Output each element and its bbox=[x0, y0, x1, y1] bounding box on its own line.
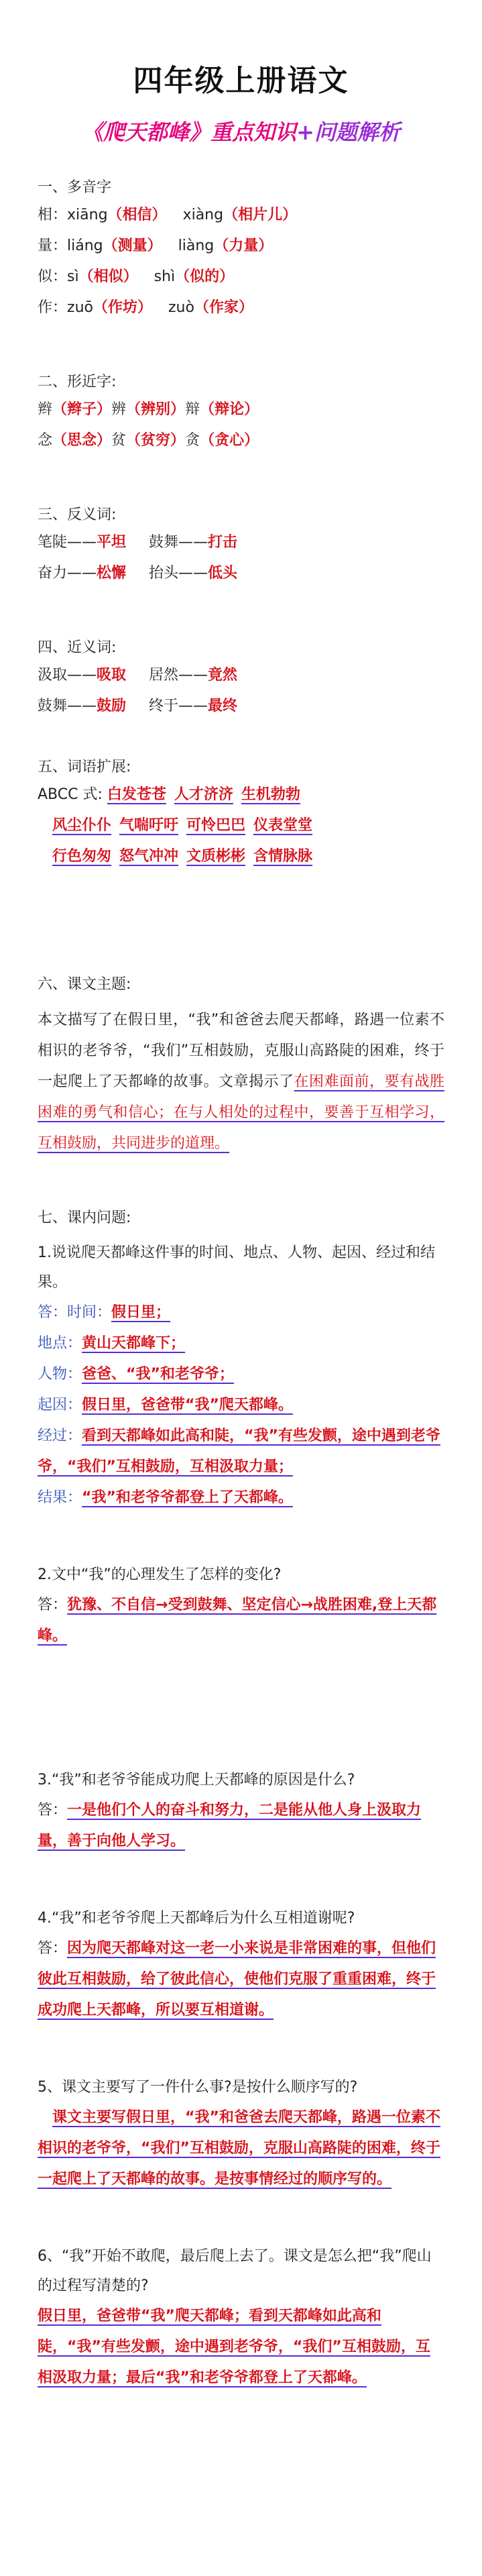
word: （作家） bbox=[194, 299, 253, 316]
word: （辫子） bbox=[52, 401, 112, 418]
pinyin: liáng bbox=[67, 237, 103, 254]
word-pair-row bbox=[38, 660, 444, 691]
term: 鼓舞—— bbox=[149, 534, 208, 551]
word: （辩论） bbox=[200, 401, 259, 418]
section-heading: 四、近义词: bbox=[38, 639, 117, 656]
reading-a bbox=[67, 200, 167, 231]
pinyin: liàng bbox=[178, 237, 215, 254]
answer-1-item bbox=[38, 1359, 444, 1390]
word: （贪心） bbox=[200, 432, 259, 449]
page-subtitle bbox=[38, 115, 444, 149]
answer-text: 假日里，爸爸带“我”爬天都峰；看到天都峰如此高和陡，“我”有些发颤，途中遇到老爷爷，“我们”互相鼓励，互相汲取力量；最后“我”和老爷爷都登上了天都峰。 bbox=[38, 2308, 430, 2386]
pair-a bbox=[38, 660, 126, 691]
answer-text: 看到天都峰如此高和陡，“我”有些发颤，途中遇到老爷爷，“我们”互相鼓励，互相汲取力量； bbox=[38, 1428, 440, 1475]
answer-label: 地点： bbox=[38, 1335, 82, 1352]
term: 终于—— bbox=[149, 698, 208, 714]
reading-a bbox=[67, 292, 152, 323]
answer-text: 犹豫、不自信→受到鼓舞、坚定信心→战胜困难,登上天都峰。 bbox=[38, 1597, 437, 1644]
word: 仪表堂堂 bbox=[253, 817, 313, 834]
answer-5 bbox=[38, 2102, 444, 2195]
word: （辨别） bbox=[126, 401, 186, 418]
similar-row bbox=[38, 425, 444, 456]
word: 白发苍苍 bbox=[107, 786, 166, 803]
answer-label: 答： bbox=[38, 1940, 68, 1957]
answer-label: 人物： bbox=[38, 1366, 82, 1383]
char: 贫 bbox=[111, 432, 127, 449]
answer-1-item bbox=[38, 1483, 444, 1513]
question-4: 4.“我”和老爷爷爬上天都峰后为什么互相道谢呢? bbox=[38, 1910, 355, 1927]
word: 风尘仆仆 bbox=[52, 817, 112, 834]
answer-label: 答：时间： bbox=[38, 1304, 112, 1321]
answer-2 bbox=[38, 1590, 444, 1652]
char: 作： bbox=[38, 299, 68, 316]
answer-1-item bbox=[38, 1421, 444, 1483]
pair-a bbox=[38, 558, 126, 589]
word: 生机勃勃 bbox=[241, 786, 300, 803]
reading-b bbox=[154, 262, 235, 292]
section-heading: 一、多音字 bbox=[38, 179, 112, 196]
pinyin: xiàng bbox=[182, 207, 224, 223]
match: 低头 bbox=[208, 565, 238, 582]
question-1: 1.说说爬天都峰这件事的时间、地点、人物、起因、经过和结果。 bbox=[38, 1244, 435, 1291]
word: 怒气冲冲 bbox=[119, 848, 179, 865]
section-questions bbox=[38, 1206, 444, 2394]
char: 念 bbox=[38, 432, 53, 449]
word: （思念） bbox=[52, 432, 112, 449]
answer-text: 爸爸、“我”和老爷爷； bbox=[82, 1366, 234, 1383]
answer-label: 起因： bbox=[38, 1397, 82, 1413]
reading-a bbox=[67, 262, 138, 292]
char: 贪 bbox=[185, 432, 200, 449]
subtitle-main: 《爬天都峰》重点知识 bbox=[82, 119, 297, 145]
reading-a bbox=[67, 231, 162, 262]
polyphonic-row bbox=[38, 262, 444, 292]
answer-3 bbox=[38, 1795, 444, 1857]
char: 辫 bbox=[38, 401, 53, 418]
reading-b bbox=[168, 292, 253, 323]
word: （力量） bbox=[214, 237, 274, 254]
word: 气喘吁吁 bbox=[119, 817, 179, 834]
pair-b bbox=[149, 527, 237, 558]
section-heading: 五、词语扩展: bbox=[38, 759, 131, 775]
term: 抬头—— bbox=[149, 565, 208, 582]
answer-6 bbox=[38, 2301, 444, 2394]
answer-4 bbox=[38, 1933, 444, 2026]
answer-1-item bbox=[38, 1297, 444, 1328]
section-antonyms bbox=[38, 503, 444, 589]
reading-b bbox=[183, 200, 298, 231]
answer-label: 结果： bbox=[38, 1489, 82, 1506]
word: 人才济济 bbox=[174, 786, 233, 803]
word: 可怜巴巴 bbox=[186, 817, 246, 834]
match: 平坦 bbox=[97, 534, 127, 551]
term: 笔陡—— bbox=[38, 534, 97, 551]
match: 吸取 bbox=[97, 667, 127, 684]
word-pair-row bbox=[38, 527, 444, 558]
word: （贫穷） bbox=[126, 432, 186, 449]
word: 行色匆匆 bbox=[52, 848, 112, 865]
word-pair-row bbox=[38, 691, 444, 722]
section-synonyms bbox=[38, 636, 444, 722]
pair-b bbox=[149, 691, 237, 722]
pair-a bbox=[38, 527, 126, 558]
match: 鼓励 bbox=[97, 698, 127, 714]
word: （作坊） bbox=[93, 299, 152, 316]
answer-text: “我”和老爷爷都登上了天都峰。 bbox=[82, 1489, 293, 1506]
pair-b bbox=[149, 660, 237, 691]
question-5: 5、课文主要写了一件什么事?是按什么顺序写的? bbox=[38, 2079, 358, 2096]
match: 松懈 bbox=[97, 565, 127, 582]
word: （相信） bbox=[107, 207, 167, 223]
pinyin: sì bbox=[67, 268, 79, 285]
char: 量： bbox=[38, 237, 68, 254]
answer-label: 答： bbox=[38, 1802, 68, 1819]
answer-label: 答： bbox=[38, 1597, 68, 1613]
section-heading: 六、课文主题: bbox=[38, 976, 131, 993]
pinyin: shì bbox=[154, 268, 176, 285]
answer-1-item bbox=[38, 1328, 444, 1359]
pinyin: zuō bbox=[67, 299, 93, 316]
pair-a bbox=[38, 691, 126, 722]
word: 含情脉脉 bbox=[253, 848, 313, 865]
pair-b bbox=[149, 558, 237, 589]
term: 居然—— bbox=[149, 667, 208, 684]
section-polyphonic bbox=[38, 176, 444, 323]
abcc-label: ABCC 式: bbox=[38, 786, 103, 803]
word-line-2 bbox=[38, 810, 444, 841]
word: （相似） bbox=[78, 268, 138, 285]
section-similar-chars bbox=[38, 370, 444, 456]
word: （相片儿） bbox=[223, 207, 298, 223]
section-heading: 二、形近字: bbox=[38, 374, 117, 390]
char: 辩 bbox=[185, 401, 200, 418]
subtitle-accent: +问题解析 bbox=[296, 119, 400, 145]
section-theme bbox=[38, 973, 444, 1159]
word: （测量） bbox=[103, 237, 162, 254]
polyphonic-row bbox=[38, 200, 444, 231]
word-line-3 bbox=[38, 841, 444, 872]
term: 奋力—— bbox=[38, 565, 97, 582]
match: 打击 bbox=[208, 534, 238, 551]
section-heading: 三、反义词: bbox=[38, 506, 117, 523]
term: 汲取—— bbox=[38, 667, 97, 684]
answer-1-item bbox=[38, 1390, 444, 1421]
page-title: 四年级上册语文 bbox=[133, 64, 349, 98]
polyphonic-row bbox=[38, 231, 444, 262]
word: 文质彬彬 bbox=[186, 848, 246, 865]
match: 竟然 bbox=[208, 667, 238, 684]
match: 最终 bbox=[208, 698, 238, 714]
word-pair-row bbox=[38, 558, 444, 589]
word: （似的） bbox=[175, 268, 235, 285]
answer-text: 一是他们个人的奋斗和努力，二是能从他人身上汲取力量，善于向他人学习。 bbox=[38, 1802, 422, 1849]
section-word-expansion bbox=[38, 755, 444, 872]
similar-row bbox=[38, 394, 444, 425]
reading-b bbox=[178, 231, 274, 262]
answer-label: 经过： bbox=[38, 1428, 82, 1444]
question-2: 2.文中“我”的心理发生了怎样的变化? bbox=[38, 1566, 282, 1583]
answer-text: 因为爬天都峰对这一老一小来说是非常困难的事，但他们彼此互相鼓励，给了彼此信心，使他们克服了重重困难，终于成功爬上天都峰，所以要互相道谢。 bbox=[38, 1940, 436, 2019]
theme-highlight: 在困难面前，要有战胜困难的勇气和信心；在与人相处的过程中，要善于互相学习，互相鼓励，共同进步的道理。 bbox=[38, 1073, 444, 1152]
question-3: 3.“我”和老爷爷能成功爬上天都峰的原因是什么? bbox=[38, 1772, 355, 1788]
answer-text: 黄山天都峰下； bbox=[82, 1335, 186, 1352]
char: 辨 bbox=[111, 401, 127, 418]
theme-paragraph bbox=[38, 1005, 444, 1159]
pinyin: zuò bbox=[168, 299, 194, 316]
question-6: 6、“我”开始不敢爬，最后爬上去了。课文是怎么把“我”爬山的过程写清楚的? bbox=[38, 2248, 432, 2294]
char: 相： bbox=[38, 207, 68, 223]
word-line-1 bbox=[38, 780, 444, 810]
term: 鼓舞—— bbox=[38, 698, 97, 714]
theme-text: 本文描写了在假日里，“我”和爸爸去爬天都峰，路遇一位素不相识的老爷爷，“我们”互相鼓励，克服山高路陡的困难，终于一起爬上了天都峰的故事。文章揭示了 bbox=[38, 1012, 444, 1090]
answer-text: 课文主要写假日里，“我”和爸爸去爬天都峰，路遇一位素不相识的老爷爷，“我们”互相鼓励，克服山高路陡的困难，终于一起爬上了天都峰的故事。是按事情经过的顺序写的。 bbox=[38, 2109, 440, 2188]
answer-text: 假日里； bbox=[111, 1304, 171, 1321]
polyphonic-row bbox=[38, 292, 444, 323]
section-heading: 七、课内问题: bbox=[38, 1210, 131, 1226]
answer-text: 假日里，爸爸带“我”爬天都峰。 bbox=[82, 1397, 293, 1413]
char: 似： bbox=[38, 268, 68, 285]
pinyin: xiāng bbox=[67, 207, 108, 223]
